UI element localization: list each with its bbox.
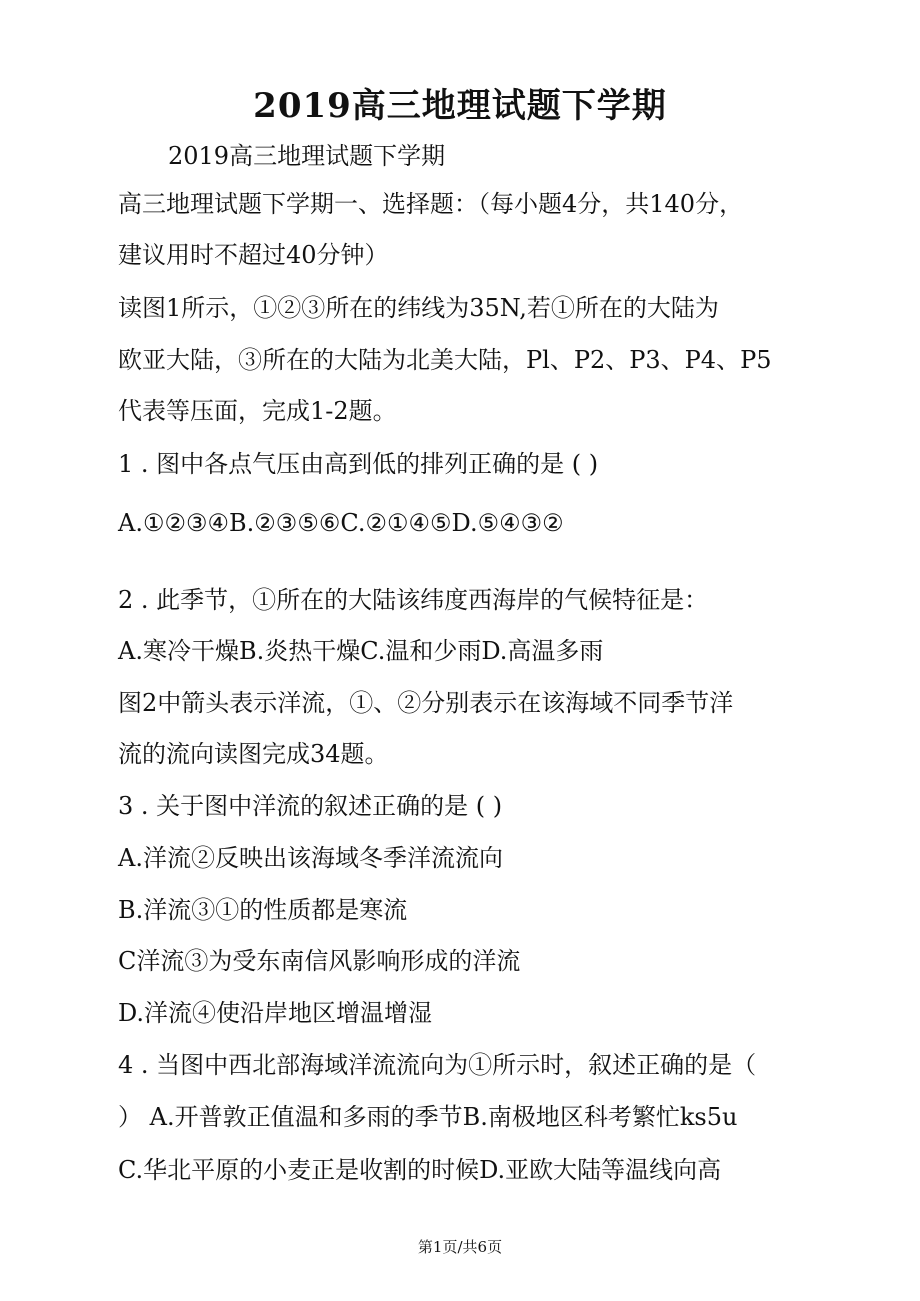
passage-line-1: 读图1所示，①②③所在的纬线为35N,若①所在的大陆为	[118, 294, 719, 322]
question-4: 4 . 当图中西北部海域洋流流向为①所示时，叙述正确的是（	[118, 1051, 757, 1079]
question-2-options: A.寒冷干燥B.炎热干燥C.温和少雨D.高温多雨	[118, 637, 604, 665]
question-4-options-1: ） A.开普敦正值温和多雨的季节B.南极地区科考繁忙ks5u	[118, 1103, 738, 1131]
subtitle-line: 2019高三地理试题下学期	[168, 142, 446, 170]
question-1: 1 . 图中各点气压由高到低的排列正确的是 ( )	[118, 450, 599, 478]
question-3-option-c: C洋流③为受东南信风影响形成的洋流	[118, 947, 521, 975]
passage-2-line-2: 流的流向读图完成34题。	[118, 740, 389, 768]
section-heading-line: 高三地理试题下学期一、选择题：（每小题4分，共140分，	[118, 190, 744, 218]
section-heading-continuation: 建议用时不超过40分钟）	[118, 241, 389, 269]
question-3-option-a: A.洋流②反映出该海域冬季洋流流向	[118, 844, 503, 872]
passage-line-2: 欧亚大陆，③所在的大陆为北美大陆，Pl、P2、P3、P4、P5	[118, 346, 772, 374]
page-number: 第1页/共6页	[417, 1238, 503, 1256]
question-2: 2 . 此季节，①所在的大陆该纬度西海岸的气候特征是：	[118, 586, 709, 614]
question-4-options-2: C.华北平原的小麦正是收割的时候D.亚欧大陆等温线向高	[118, 1156, 722, 1184]
passage-2-line-1: 图2中箭头表示洋流，①、②分别表示在该海域不同季节洋	[118, 689, 734, 717]
question-3: 3 . 关于图中洋流的叙述正确的是 ( )	[118, 792, 503, 820]
passage-line-3: 代表等压面，完成1-2题。	[118, 397, 397, 425]
question-3-option-b: B.洋流③①的性质都是寒流	[118, 896, 408, 924]
document-title: 2019高三地理试题下学期	[253, 86, 667, 126]
question-1-options: A.①②③④B.②③⑤⑥C.②①④⑤D.⑤④③②	[118, 509, 564, 537]
question-3-option-d: D.洋流④使沿岸地区增温增湿	[118, 999, 433, 1027]
